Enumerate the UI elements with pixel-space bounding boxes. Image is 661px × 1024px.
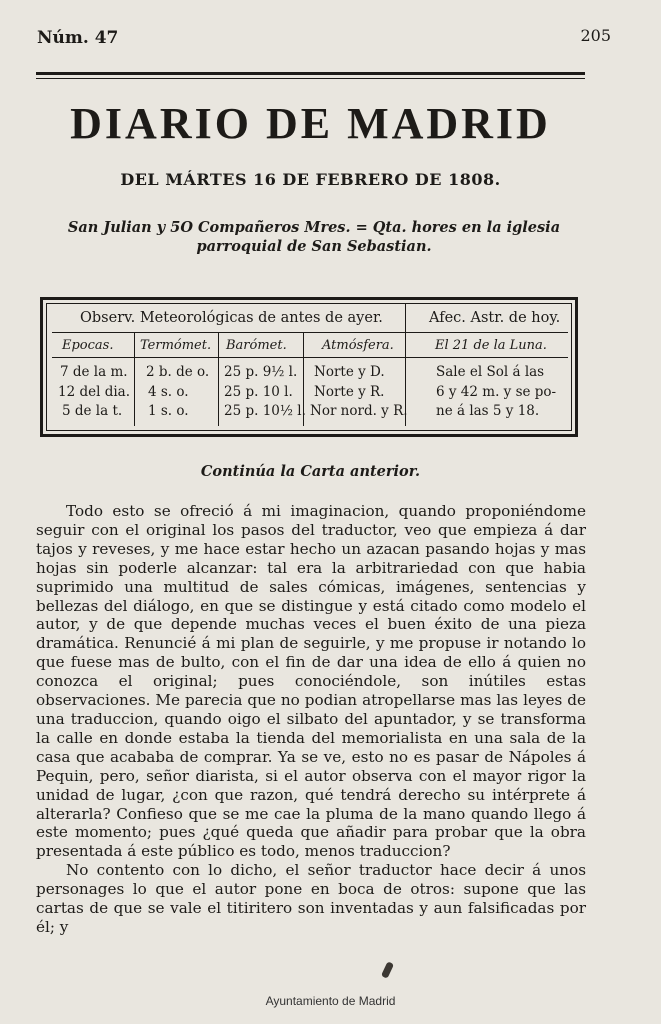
article-body (36, 502, 586, 937)
astronomy-heading: Afec. Astr. de hoy. (429, 310, 561, 326)
table-cell: Nor nord. y R. (310, 403, 408, 419)
table-cell: 12 del dia. (58, 384, 131, 400)
header-rule (36, 72, 585, 75)
table-cell: 1 s. o. (148, 403, 189, 419)
ink-mark (381, 961, 394, 978)
table-cell: 2 b. de o. (146, 364, 210, 380)
table-divider (52, 357, 568, 358)
table-cell: 25 p. 10 l. (224, 384, 293, 400)
column-divider (134, 332, 135, 426)
column-header-atmosfera: Atmósfera. (322, 338, 394, 353)
dateline: DEL MÁRTES 16 DE FEBRERO DE 1808. (120, 170, 501, 189)
article-title: Continúa la Carta anterior. (200, 463, 421, 480)
header-rule-thin (36, 78, 585, 79)
column-header-barometro: Barómet. (226, 338, 287, 353)
column-header-epocas: Epocas. (62, 338, 114, 353)
column-header-luna: El 21 de la Luna. (435, 338, 547, 353)
column-divider (218, 332, 219, 426)
page-number: 205 (580, 26, 611, 45)
article-paragraph: Todo esto se ofreció á mi imaginacion, quando proponiéndome seguir con el original los pasos del traductor, veo que empieza á dar tajos y reveses, y me hace estar hecho un azacan pasando hojas y mas hojas sin poderle alcanzar: tal era la arbitrariedad con que habia suprimido una multitud de sales cómicas, imágenes, sentencias y bellezas del diálogo, en que se distingue y está citado como modelo el autor, y de que depende muchas veces el buen éxito de una pieza dramática. Renuncié á mi plan de seguirle, y me propuse ir notando lo que fuese mas de bulto, con el fin de dar una idea de ello á quien no conozca el original; pues conociéndole, son inútiles estas observaciones. Me parecia que no podian atropellarse mas las leyes de una traduccion, quando oigo el silbato del apuntador, y se transforma la calle en donde estaba la tienda del memorialista en una sala de la casa que acababa de comprar. Ya se ve, esto no es pasar de Nápoles á Pequin, pero, señor diarista, si el autor observa con el mayor rigor la unidad de lugar, ¿con que razon, qué tendrá derecho su intérprete á alterarla? Confieso que se me cae la pluma de la mano quando llego á este momento; pues ¿qué queda que añadir para probar que la obra presentada á este público es todo, menos traduccion? (36, 502, 586, 861)
saints-of-the-day: San Julian y 5O Compañeros Mres. = Qta. hores en la iglesia parroquial de San Sebastian. (67, 219, 561, 255)
article-paragraph: No contento con lo dicho, el señor traductor hace decir á unos personages lo que el autor pone en boca de otros: supone que las cartas de que se vale el titiritero son inventadas y aun falsificadas por él; y (36, 861, 586, 936)
table-cell: 5 de la t. (62, 403, 123, 419)
table-cell: Sale el Sol á las (436, 364, 545, 380)
table-cell: 25 p. 10½ l. (224, 403, 306, 419)
archive-watermark: Ayuntamiento de Madrid (265, 994, 396, 1008)
observations-heading: Observ. Meteorológicas de antes de ayer. (80, 310, 383, 326)
table-cell: Norte y R. (314, 384, 385, 400)
table-cell: 25 p. 9½ l. (224, 364, 298, 380)
masthead-title: DIARIO DE MADRID (70, 99, 551, 148)
table-divider (52, 332, 568, 333)
table-cell: 4 s. o. (148, 384, 189, 400)
column-header-termometro: Termómet. (140, 338, 212, 353)
table-cell: 7 de la m. (60, 364, 128, 380)
table-cell: Norte y D. (314, 364, 385, 380)
table-cell: ne á las 5 y 18. (436, 403, 540, 419)
table-cell: 6 y 42 m. y se po- (436, 384, 557, 400)
issue-number: Núm. 47 (37, 28, 119, 48)
